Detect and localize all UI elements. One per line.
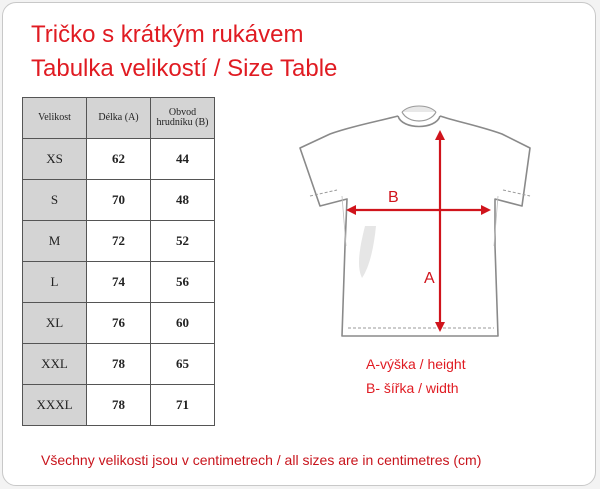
label-a: A	[424, 270, 435, 287]
length-cell: 70	[87, 180, 151, 221]
chest-cell: 44	[151, 139, 215, 180]
table-row	[23, 139, 215, 180]
legend-height: A-výška / height	[366, 356, 466, 372]
length-cell: 76	[87, 303, 151, 344]
length-cell: 72	[87, 221, 151, 262]
footer-note: Všechny velikosti jsou v centimetrech / all sizes are in centimetres (cm)	[41, 452, 482, 468]
table-row	[23, 303, 215, 344]
chest-cell: 60	[151, 303, 215, 344]
size-cell: L	[23, 262, 87, 303]
size-cell: XXL	[23, 344, 87, 385]
page-subtitle: Tabulka velikostí / Size Table	[31, 55, 338, 82]
length-cell: 62	[87, 139, 151, 180]
chest-cell: 56	[151, 262, 215, 303]
page-title: Tričko s krátkým rukávem	[31, 21, 304, 48]
length-cell: 78	[87, 344, 151, 385]
table-row	[23, 180, 215, 221]
size-table	[22, 97, 215, 426]
length-cell: 74	[87, 262, 151, 303]
label-b: B	[388, 189, 399, 206]
header-length: Délka (A)	[87, 98, 151, 139]
size-cell: S	[23, 180, 87, 221]
tshirt-outline	[300, 106, 530, 336]
table-row	[23, 344, 215, 385]
chest-cell: 71	[151, 385, 215, 426]
size-cell: XL	[23, 303, 87, 344]
length-cell: 78	[87, 385, 151, 426]
size-cell: XS	[23, 139, 87, 180]
chest-cell: 52	[151, 221, 215, 262]
table-row	[23, 221, 215, 262]
header-chest: Obvod hrudníku (B)	[151, 98, 215, 139]
legend-width: B- šířka / width	[366, 380, 459, 396]
size-cell: XXXL	[23, 385, 87, 426]
size-cell: M	[23, 221, 87, 262]
chest-cell: 48	[151, 180, 215, 221]
size-table-header-row	[23, 98, 215, 139]
tshirt-diagram	[290, 96, 550, 346]
header-size: Velikost	[23, 98, 87, 139]
table-row	[23, 262, 215, 303]
table-row	[23, 385, 215, 426]
chest-cell: 65	[151, 344, 215, 385]
